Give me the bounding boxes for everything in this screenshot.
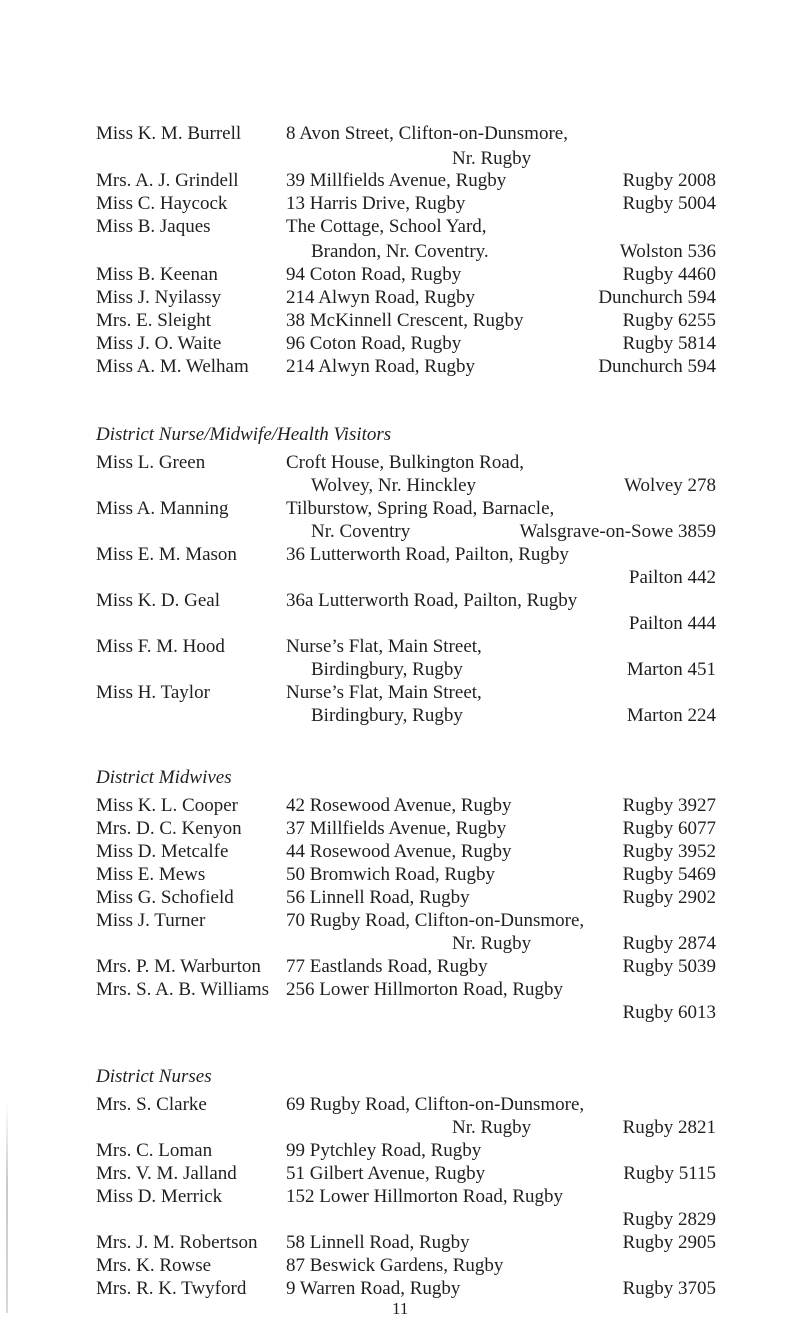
entry-name: Miss K. L. Cooper bbox=[96, 795, 238, 816]
entry-address: 94 Coton Road, Rugby bbox=[286, 264, 462, 285]
entry-name: Miss K. D. Geal bbox=[96, 590, 221, 611]
entry-address: Birdingbury, Rugby bbox=[311, 659, 463, 680]
entry-address: 36a Lutterworth Road, Pailton, Rugby bbox=[286, 590, 578, 611]
entry-name: Mrs. E. Sleight bbox=[96, 310, 212, 331]
entry-address: Nurse’s Flat, Main Street, bbox=[286, 682, 482, 703]
entry-phone: Rugby 4460 bbox=[622, 264, 716, 285]
entry-name: Mrs. C. Loman bbox=[96, 1140, 213, 1161]
section-heading: District Nurses bbox=[96, 1066, 212, 1087]
entry-name: Miss J. O. Waite bbox=[96, 333, 222, 354]
entry-name: Miss C. Haycock bbox=[96, 193, 228, 214]
entry-phone: Rugby 6255 bbox=[622, 310, 716, 331]
entry-phone: Wolvey 278 bbox=[624, 475, 716, 496]
section-heading: District Nurse/Midwife/Health Visitors bbox=[96, 424, 392, 445]
entry-phone: Walsgrave-on-Sowe 3859 bbox=[519, 521, 716, 542]
entry-phone: Rugby 3952 bbox=[622, 841, 716, 862]
entry-address: 51 Gilbert Avenue, Rugby bbox=[286, 1163, 486, 1184]
entry-address: 96 Coton Road, Rugby bbox=[286, 333, 462, 354]
entry-phone: Marton 224 bbox=[626, 705, 716, 726]
entry-address: 44 Rosewood Avenue, Rugby bbox=[286, 841, 512, 862]
entry-name: Miss K. M. Burrell bbox=[96, 123, 242, 144]
entry-address: 8 Avon Street, Clifton-on-Dunsmore, bbox=[286, 123, 568, 144]
entry-address: 69 Rugby Road, Clifton-on-Dunsmore, bbox=[286, 1094, 585, 1115]
entry-name: Miss G. Schofield bbox=[96, 887, 234, 908]
entry-address: 13 Harris Drive, Rugby bbox=[286, 193, 466, 214]
entry-phone: Rugby 5814 bbox=[622, 333, 716, 354]
entry-phone: Rugby 2905 bbox=[622, 1232, 716, 1253]
page-number: 11 bbox=[392, 1299, 409, 1318]
entry-name: Mrs. S. A. B. Williams bbox=[96, 979, 270, 1000]
entry-address: 36 Lutterworth Road, Pailton, Rugby bbox=[286, 544, 569, 565]
entry-address: Brandon, Nr. Coventry. bbox=[311, 241, 489, 262]
entry-address: 37 Millfields Avenue, Rugby bbox=[286, 818, 507, 839]
entry-name: Miss A. M. Welham bbox=[96, 356, 249, 377]
entry-name: Miss J. Turner bbox=[96, 910, 206, 931]
section-heading: District Midwives bbox=[96, 767, 232, 788]
entry-name: Mrs. A. J. Grindell bbox=[96, 170, 239, 191]
entry-name: Miss F. M. Hood bbox=[96, 636, 225, 657]
entry-address: 99 Pytchley Road, Rugby bbox=[286, 1140, 482, 1161]
entry-name: Mrs. P. M. Warburton bbox=[96, 956, 261, 977]
entry-name: Miss E. M. Mason bbox=[96, 544, 237, 565]
entry-name: Mrs. J. M. Robertson bbox=[96, 1232, 258, 1253]
entry-phone: Rugby 3927 bbox=[622, 795, 716, 816]
entry-address: 9 Warren Road, Rugby bbox=[286, 1278, 461, 1299]
entry-name: Miss E. Mews bbox=[96, 864, 206, 885]
entry-address: Nurse’s Flat, Main Street, bbox=[286, 636, 482, 657]
entry-phone: Rugby 2008 bbox=[622, 170, 716, 191]
entry-address: Croft House, Bulkington Road, bbox=[286, 452, 525, 473]
entry-address: Wolvey, Nr. Hinckley bbox=[311, 475, 477, 496]
entry-address: Nr. Rugby bbox=[452, 148, 532, 169]
entry-phone: Rugby 6077 bbox=[622, 818, 716, 839]
entry-name: Miss D. Metcalfe bbox=[96, 841, 229, 862]
entry-address: 50 Bromwich Road, Rugby bbox=[286, 864, 495, 885]
entry-address: 39 Millfields Avenue, Rugby bbox=[286, 170, 507, 191]
entry-name: Mrs. V. M. Jalland bbox=[96, 1163, 237, 1184]
entry-address: Nr. Rugby bbox=[452, 933, 532, 954]
entry-name: Miss A. Manning bbox=[96, 498, 229, 519]
entry-phone: Pailton 444 bbox=[628, 613, 716, 634]
entry-address: 70 Rugby Road, Clifton-on-Dunsmore, bbox=[286, 910, 585, 931]
entry-phone: Rugby 2829 bbox=[622, 1209, 716, 1230]
entry-phone: Rugby 5004 bbox=[622, 193, 716, 214]
entry-name: Mrs. S. Clarke bbox=[96, 1094, 207, 1115]
entry-address: 214 Alwyn Road, Rugby bbox=[286, 287, 475, 308]
entry-phone: Rugby 5469 bbox=[622, 864, 716, 885]
entry-address: 56 Linnell Road, Rugby bbox=[286, 887, 470, 908]
entry-address: 256 Lower Hillmorton Road, Rugby bbox=[286, 979, 564, 1000]
entry-address: 58 Linnell Road, Rugby bbox=[286, 1232, 470, 1253]
entry-address: 38 McKinnell Crescent, Rugby bbox=[286, 310, 524, 331]
entry-address: 87 Beswick Gardens, Rugby bbox=[286, 1255, 504, 1276]
scan-edge bbox=[6, 1100, 8, 1313]
entry-address: Nr. Coventry bbox=[311, 521, 411, 542]
entry-name: Miss B. Jaques bbox=[96, 216, 211, 237]
entry-phone: Rugby 2874 bbox=[622, 933, 716, 954]
entry-name: Miss D. Merrick bbox=[96, 1186, 223, 1207]
entry-address: 152 Lower Hillmorton Road, Rugby bbox=[286, 1186, 564, 1207]
entry-address: Nr. Rugby bbox=[452, 1117, 532, 1138]
entry-name: Miss L. Green bbox=[96, 452, 206, 473]
entry-phone: Rugby 6013 bbox=[622, 1002, 716, 1023]
entry-address: Birdingbury, Rugby bbox=[311, 705, 463, 726]
entry-name: Miss J. Nyilassy bbox=[96, 287, 222, 308]
entry-name: Mrs. R. K. Twyford bbox=[96, 1278, 247, 1299]
entry-address: 77 Eastlands Road, Rugby bbox=[286, 956, 488, 977]
entry-name: Miss B. Keenan bbox=[96, 264, 218, 285]
entry-phone: Dunchurch 594 bbox=[598, 287, 716, 308]
entry-address: 42 Rosewood Avenue, Rugby bbox=[286, 795, 512, 816]
entry-phone: Rugby 2821 bbox=[622, 1117, 716, 1138]
entry-phone: Rugby 5039 bbox=[622, 956, 716, 977]
entry-phone: Pailton 442 bbox=[628, 567, 716, 588]
entry-address: Tilburstow, Spring Road, Barnacle, bbox=[286, 498, 555, 519]
entry-address: 214 Alwyn Road, Rugby bbox=[286, 356, 475, 377]
entry-phone: Dunchurch 594 bbox=[598, 356, 716, 377]
entry-name: Mrs. D. C. Kenyon bbox=[96, 818, 242, 839]
entry-phone: Marton 451 bbox=[626, 659, 716, 680]
entry-phone: Wolston 536 bbox=[619, 241, 716, 262]
entry-phone: Rugby 2902 bbox=[622, 887, 716, 908]
entry-phone: Rugby 3705 bbox=[622, 1278, 716, 1299]
entry-name: Mrs. K. Rowse bbox=[96, 1255, 212, 1276]
entry-name: Miss H. Taylor bbox=[96, 682, 210, 703]
entry-address: The Cottage, School Yard, bbox=[286, 216, 487, 237]
entry-phone: Rugby 5115 bbox=[623, 1163, 716, 1184]
